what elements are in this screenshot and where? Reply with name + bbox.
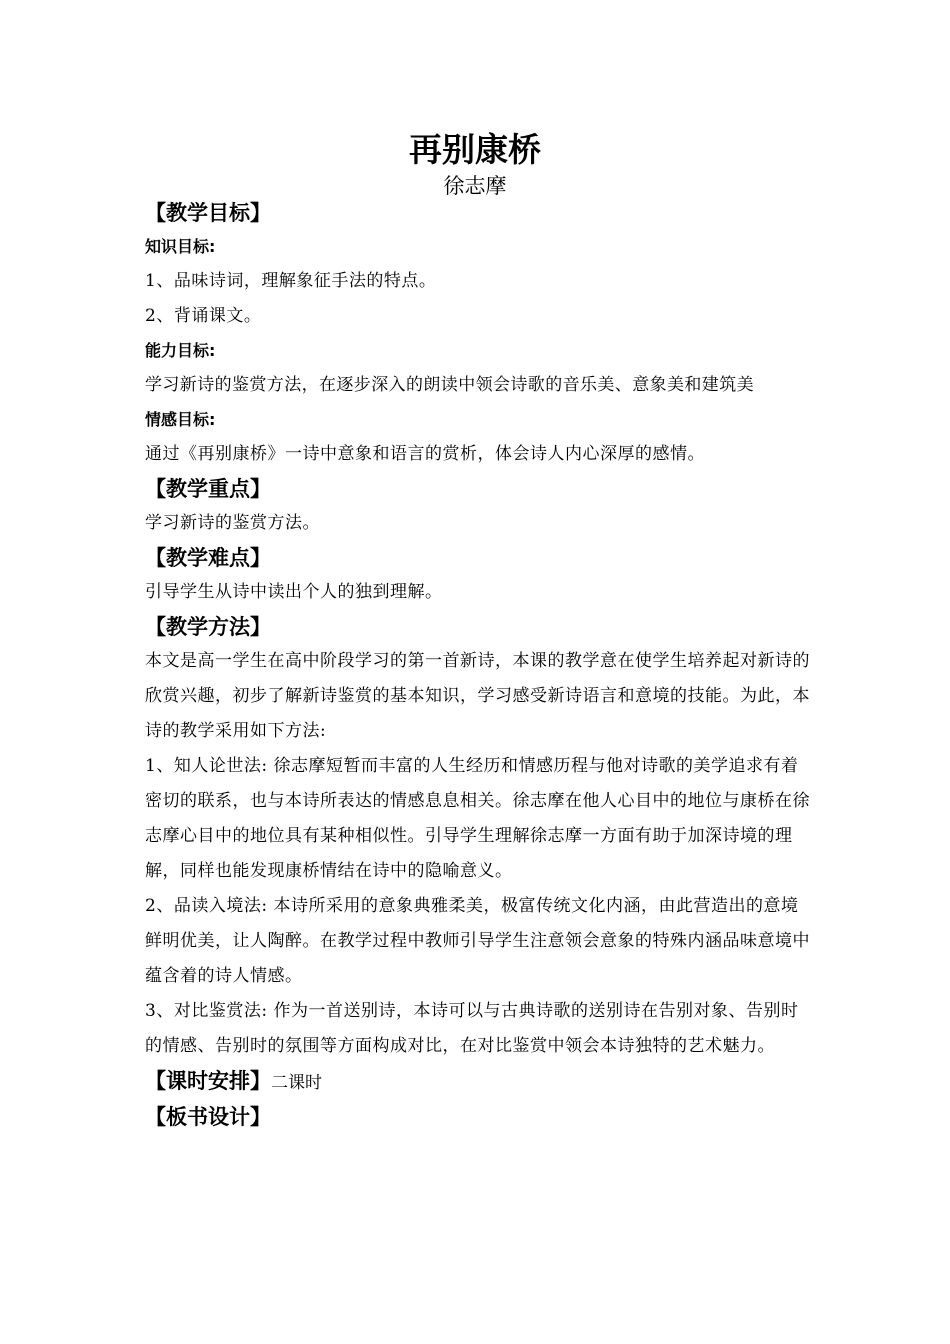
difficulties-text: 引导学生从诗中读出个人的独到理解。 — [145, 582, 443, 602]
knowledge-objective-label: 知识目标: — [145, 237, 216, 256]
section-heading-difficulties: 【教学难点】 — [145, 546, 271, 570]
section-heading-key-points: 【教学重点】 — [145, 477, 271, 501]
method-item: 3、对比鉴赏法: 作为一首送别诗，本诗可以与古典诗歌的送别诗在告别对象、告别时的情感、告别时的氛围等方面构成对比，在对比鉴赏中领会本诗独特的艺术魅力。 — [145, 1001, 799, 1056]
emotion-objective-label: 情感目标: — [145, 410, 216, 429]
section-heading-board-design: 【板书设计】 — [145, 1105, 271, 1129]
method-item: 1、知人论世法: 徐志摩短暂而丰富的人生经历和情感历程与他对诗歌的美学追求有着密切的联系，也与本诗所表达的情感息息相关。徐志摩在他人心目中的地位与康桥在徐志摩心目中的地位具有某种相似性。引导学生理解徐志摩一方面有助于加深诗境的理解，同样也能发现康桥情结在诗中的隐喻意义。 — [145, 756, 810, 881]
document-body — [145, 196, 815, 1134]
emotion-objective-text: 通过《再别康桥》一诗中意象和语言的赏析，体会诗人内心深厚的感情。 — [145, 444, 705, 464]
section-heading-methods: 【教学方法】 — [145, 615, 271, 639]
methods-intro: 本文是高一学生在高中阶段学习的第一首新诗，本课的教学意在使学生培养起对新诗的欣赏兴趣，初步了解新诗鉴赏的基本知识，学习感受新诗语言和意境的技能。为此，本诗的教学采用如下方法: — [145, 651, 810, 741]
schedule-value: 二课时 — [271, 1073, 322, 1093]
author-name: 徐志摩 — [443, 174, 507, 198]
document-title: 再别康桥 — [409, 130, 541, 169]
section-heading-schedule — [145, 1064, 815, 1100]
schedule-heading-label: 【课时安排】 — [145, 1069, 271, 1093]
knowledge-item: 1、品味诗词，理解象征手法的特点。 — [145, 271, 437, 291]
method-item: 2、品读入境法: 本诗所采用的意象典雅柔美，极富传统文化内涵，由此营造出的意境鲜明优美，让人陶醉。在教学过程中教师引导学生注意领会意象的特殊内涵品味意境中蕴含着的诗人情感。 — [145, 896, 810, 986]
knowledge-item: 2、背诵课文。 — [145, 306, 262, 326]
section-heading-objectives: 【教学目标】 — [145, 201, 271, 225]
ability-objective-text: 学习新诗的鉴赏方法，在逐步深入的朗读中领会诗歌的音乐美、意象美和建筑美 — [145, 375, 754, 395]
key-points-text: 学习新诗的鉴赏方法。 — [145, 513, 320, 533]
ability-objective-label: 能力目标: — [145, 341, 216, 360]
